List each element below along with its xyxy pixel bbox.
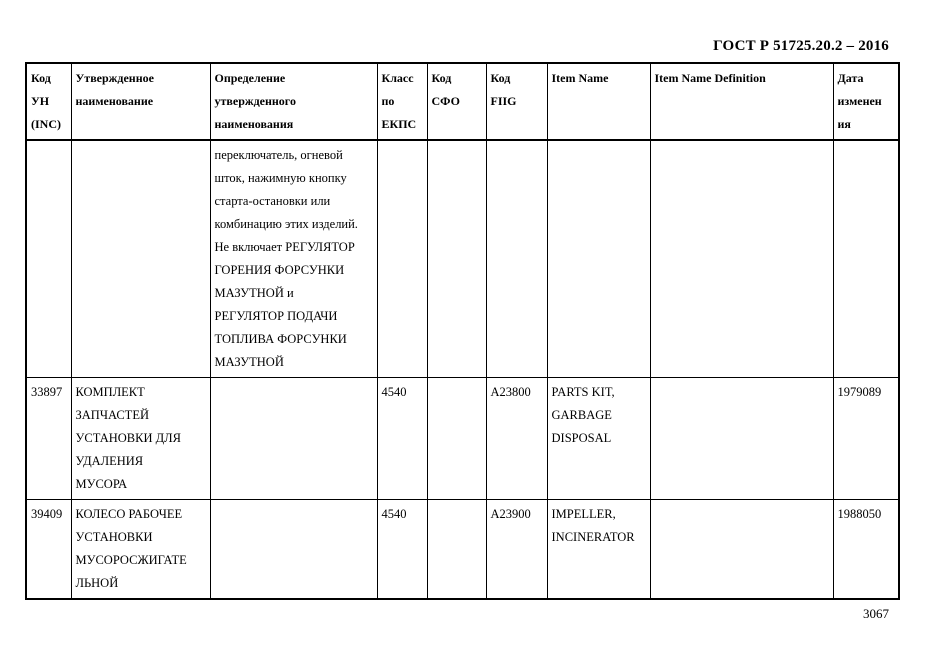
cell-col-change-date xyxy=(833,378,899,500)
page-number: 3067 xyxy=(863,606,889,621)
cell-col-name-definition xyxy=(210,378,377,500)
header-text-line: Дата xyxy=(837,71,864,85)
header-col-inc-code xyxy=(26,63,71,140)
cell-col-fiig-code xyxy=(486,500,547,600)
cell-text-line: A23800 xyxy=(490,385,531,399)
cell-col-inc-code xyxy=(26,378,71,500)
cell-col-sfo-code xyxy=(427,378,486,500)
header-text-line: ия xyxy=(837,117,851,131)
header-text-line: Класс xyxy=(381,71,414,85)
cell-text-line: ЗАПЧАСТЕЙ xyxy=(75,408,149,422)
cell-text-line: УДАЛЕНИЯ xyxy=(75,454,144,468)
cell-text-line: ТОПЛИВА ФОРСУНКИ xyxy=(214,332,347,346)
cell-text-line: Не включает РЕГУЛЯТОР xyxy=(214,240,355,254)
header-text-line: Item Name Definition xyxy=(654,71,766,85)
cell-col-item-name-definition xyxy=(650,378,833,500)
document-code: ГОСТ Р 51725.20.2 – 2016 xyxy=(713,38,889,54)
cell-text-line: 33897 xyxy=(31,385,63,399)
cell-col-item-name xyxy=(547,140,650,378)
cell-col-change-date xyxy=(833,500,899,600)
cell-text-line: ГОРЕНИЯ ФОРСУНКИ xyxy=(214,263,345,277)
cell-col-item-name-definition xyxy=(650,500,833,600)
cell-col-inc-code xyxy=(26,140,71,378)
cell-text-line: INCINERATOR xyxy=(551,530,635,544)
header-text-line: наименования xyxy=(214,117,294,131)
cell-col-item-name xyxy=(547,378,650,500)
header-text-line: наименование xyxy=(75,94,154,108)
header-text-line: СФО xyxy=(431,94,460,108)
cell-text-line: 1988050 xyxy=(837,507,882,521)
header-col-item-name xyxy=(547,63,650,140)
cell-text-line: УСТАНОВКИ ДЛЯ xyxy=(75,431,181,445)
header-col-approved-name xyxy=(71,63,210,140)
header-text-line: Код xyxy=(490,71,511,85)
header-text-line: УН xyxy=(31,94,50,108)
header-text-line: Определение xyxy=(214,71,286,85)
cell-col-class xyxy=(377,500,427,600)
cell-col-approved-name xyxy=(71,378,210,500)
header-col-sfo-code xyxy=(427,63,486,140)
cell-col-approved-name xyxy=(71,500,210,600)
cell-text-line: старта-остановки или xyxy=(214,194,331,208)
cell-text-line: 4540 xyxy=(381,507,407,521)
cell-text-line: шток, нажимную кнопку xyxy=(214,171,347,185)
header-text-line: Код xyxy=(31,71,51,85)
cell-col-fiig-code xyxy=(486,140,547,378)
cell-text-line: МУСОРОСЖИГАТЕ xyxy=(75,553,187,567)
table-row xyxy=(26,378,899,500)
table-row xyxy=(26,140,899,378)
cell-col-fiig-code xyxy=(486,378,547,500)
cell-text-line: 39409 xyxy=(31,507,63,521)
cell-col-change-date xyxy=(833,140,899,378)
header-text-line: ЕКПС xyxy=(381,117,417,131)
header-text-line: Item Name xyxy=(551,71,609,85)
cell-text-line: A23900 xyxy=(490,507,531,521)
cell-col-name-definition xyxy=(210,140,377,378)
cell-text-line: комбинацию этих изделий. xyxy=(214,217,358,231)
table-row xyxy=(26,500,899,600)
header-col-name-definition xyxy=(210,63,377,140)
cell-text-line: IMPELLER, xyxy=(551,507,616,521)
header-text-line: Код xyxy=(431,71,452,85)
cell-text-line: 1979089 xyxy=(837,385,882,399)
cell-text-line: КОЛЕСО РАБОЧЕЕ xyxy=(75,507,183,521)
cell-col-inc-code xyxy=(26,500,71,600)
cell-col-approved-name xyxy=(71,140,210,378)
table-header-row xyxy=(26,63,899,140)
cell-col-class xyxy=(377,378,427,500)
cell-text-line: КОМПЛЕКТ xyxy=(75,385,145,399)
cell-text-line: УСТАНОВКИ xyxy=(75,530,153,544)
cell-text-line: PARTS KIT, xyxy=(551,385,615,399)
header-col-fiig-code xyxy=(486,63,547,140)
cell-col-sfo-code xyxy=(427,140,486,378)
cell-col-item-name xyxy=(547,500,650,600)
header-text-line: изменен xyxy=(837,94,882,108)
header-text-line: по xyxy=(381,94,395,108)
cell-text-line: РЕГУЛЯТОР ПОДАЧИ xyxy=(214,309,338,323)
cell-text-line: DISPOSAL xyxy=(551,431,612,445)
header-text-line: утвержденного xyxy=(214,94,296,108)
cell-col-item-name-definition xyxy=(650,140,833,378)
cell-text-line: МАЗУТНОЙ и xyxy=(214,286,294,300)
cell-text-line: GARBAGE xyxy=(551,408,612,422)
cell-col-class xyxy=(377,140,427,378)
cell-text-line: ЛЬНОЙ xyxy=(75,576,119,590)
cell-text-line: 4540 xyxy=(381,385,407,399)
header-col-item-name-definition xyxy=(650,63,833,140)
header-col-class xyxy=(377,63,427,140)
header-text-line: Утвержденное xyxy=(75,71,154,85)
header-text-line: FIIG xyxy=(490,94,517,108)
cell-text-line: МУСОРА xyxy=(75,477,128,491)
header-text-line: (INC) xyxy=(31,117,61,131)
cell-col-sfo-code xyxy=(427,500,486,600)
header-col-change-date xyxy=(833,63,899,140)
cell-text-line: МАЗУТНОЙ xyxy=(214,355,284,369)
cell-text-line: переключатель, огневой xyxy=(214,148,343,162)
items-table xyxy=(25,62,900,600)
cell-col-name-definition xyxy=(210,500,377,600)
